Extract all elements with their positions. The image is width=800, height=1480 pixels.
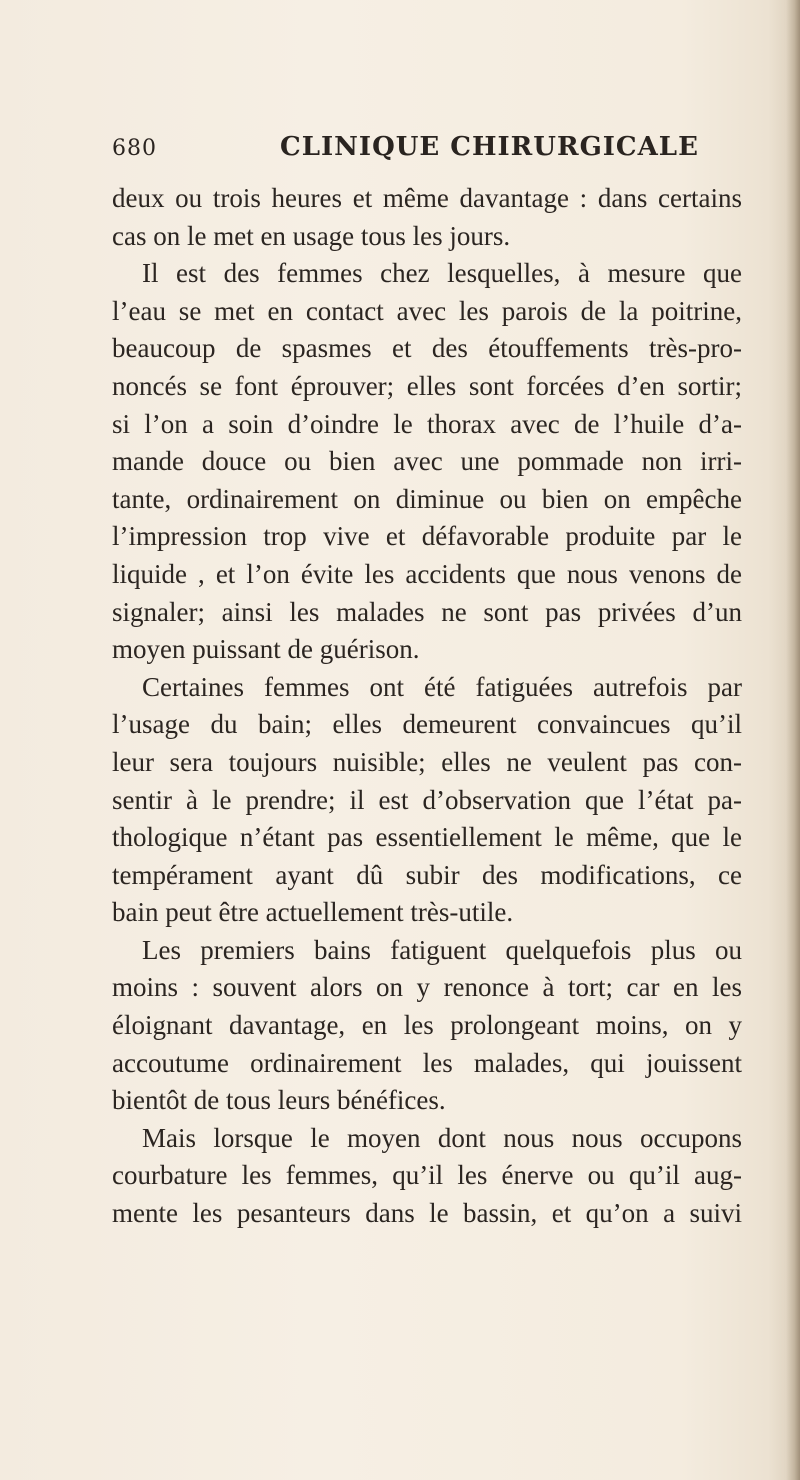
- page-edge-shadow: [786, 0, 800, 1480]
- text-line: éloignant davantage, en les prolongeant moins, on y: [112, 1010, 742, 1041]
- text-line: Il est des femmes chez lesquelles, à mesure que: [142, 258, 742, 289]
- text-line: Mais lorsque le moyen dont nous nous occupons: [142, 1122, 742, 1153]
- text-line: si l’on a soin d’oindre le thorax avec de l’huile d’a-: [112, 408, 742, 439]
- text-line: l’eau se met en contact avec les parois de la poitrine,: [112, 295, 742, 326]
- page-header: [112, 132, 742, 172]
- text-line: sentir à le prendre; il est d’observation que l’état pa-: [112, 784, 742, 815]
- text-line: l’impression trop vive et défavorable produite par le: [112, 521, 742, 552]
- text-line: liquide , et l’on évite les accidents que nous venons de: [112, 558, 742, 589]
- text-line: bain peut être actuellement très-utile.: [112, 897, 514, 928]
- text-line: noncés se font éprouver; elles sont forcées d’en sortir;: [112, 370, 742, 401]
- text-line: thologique n’étant pas essentiellement le même, que le: [112, 822, 742, 853]
- text-line: mande douce ou bien avec une pommade non irri-: [112, 446, 742, 477]
- body-text: [112, 180, 742, 1233]
- text-line: signaler; ainsi les malades ne sont pas privées d’un: [112, 596, 742, 627]
- text-line: tante, ordinairement on diminue ou bien on empêche: [112, 483, 742, 514]
- running-head: CLINIQUE CHIRURGICALE: [280, 132, 699, 162]
- text-line: leur sera toujours nuisible; elles ne veulent pas con-: [112, 746, 742, 777]
- text-line: deux ou trois heures et même davantage : dans certains: [112, 183, 742, 213]
- text-line: Certaines femmes ont été fatiguées autrefois par: [142, 671, 742, 702]
- text-line: moyen puissant de guérison.: [112, 634, 420, 665]
- text-line: l’usage du bain; elles demeurent convaincues qu’il: [112, 709, 742, 740]
- text-line: courbature les femmes, qu’il les énerve ou qu’il aug-: [112, 1160, 742, 1191]
- text-line: cas on le met en usage tous les jours.: [112, 220, 511, 251]
- text-line: accoutume ordinairement les malades, qui jouissent: [112, 1047, 742, 1078]
- text-line: tempérament ayant dû subir des modifications, ce: [112, 859, 742, 890]
- page-number: 680: [112, 136, 157, 161]
- text-line: mente les pesanteurs dans le bassin, et qu’on a suivi: [112, 1198, 742, 1229]
- text-line: Les premiers bains fatiguent quelquefois plus ou: [142, 934, 742, 965]
- text-line: bientôt de tous leurs bénéfices.: [112, 1085, 446, 1116]
- text-line: moins : souvent alors on y renonce à tort; car en les: [112, 972, 742, 1003]
- text-line: beaucoup de spasmes et des étouffements très-pro-: [112, 333, 742, 364]
